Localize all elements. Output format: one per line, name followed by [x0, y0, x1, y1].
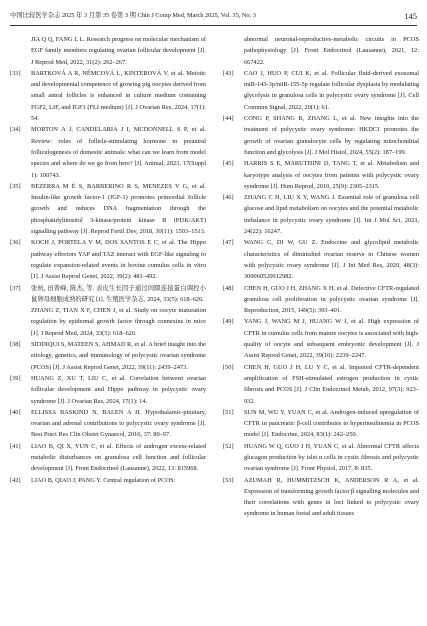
- reference-number: [47]: [223, 239, 234, 247]
- reference-text: ELLISSA BASKIND N, BALEN A H. Hypothalamic-pituitary, ovarian and adrenal contributions to polycystic ovary syndrome [J]. Best Pract Res Clin Obstet Gynaecol, 2016, 37: 80–97.: [31, 408, 206, 439]
- reference-number: [46]: [223, 194, 234, 202]
- reference-number: [36]: [10, 239, 21, 247]
- reference-entry: [10, 124, 206, 180]
- reference-entry: [10, 339, 206, 373]
- reference-entry: [10, 68, 206, 124]
- reference-number: [40]: [10, 408, 21, 416]
- reference-entry: [223, 68, 419, 113]
- reference-text: CHEN H, GUO J H, ZHANG X H, et al. Defective CFTR-regulated granulosa cell proliferation in polycystic ovarian syndrome [J]. Reproduction, 2015, 149(5): 393–401.: [244, 284, 419, 315]
- reference-entry: [223, 34, 419, 68]
- reference-text: ZHANG C H, LIU X Y, WANG J. Essential role of granulosa cell glucose and lipid metabolism on oocytes and the potential metabolic imbalance in polycystic ovary syndrome [J]. Int J Mol Sci, 2023, 24(22): 16247.: [244, 194, 419, 236]
- reference-number: [44]: [223, 115, 234, 123]
- reference-number: [41]: [10, 442, 21, 450]
- reference-entry: [10, 34, 206, 68]
- reference-number: [53]: [223, 476, 234, 484]
- reference-number: [48]: [223, 284, 234, 292]
- reference-entry: [10, 181, 206, 237]
- reference-entry: [10, 441, 206, 475]
- reference-text: HUANG W Q, GUO J H, YUAN C, et al. Abnormal CFTR affects glucagon production by islet α cells in cystic fibrosis and polycystic ovarian syndrome [J]. Front Physiol, 2017, 8: 835.: [244, 442, 419, 473]
- reference-text: WANG C, DI W, GU Z. Endocrine and glycolipid metabolic characteristics of diminished ovarian reserve in Chinese women with polycystic ovary syndrome [J]. J Int Med Res, 2020, 48(3): 300060520912982.: [244, 239, 419, 281]
- reference-text: MORTON A J, CANDELARIA J I, MCDONNELL S P, et al. Review: roles of follicle-stimulating hormone in preantral folliculogenesis of domestic animals: what can we learn from model species and where do we go from here? [J]. Animal, 2023, 17(Suppl 1): 100743.: [31, 126, 206, 179]
- reference-text: AZUMAH R, HUMMITZSCH K, ANDERSON R A, et al. Expression of transforming growth factor β signalling molecules and their correlations with genes in loci linked to polycystic ovary syndrome in human foetal and adult tissues: [244, 476, 419, 518]
- reference-text: HUANG Z, XU T, LIU C, et al. Correlation between ovarian follicular development and Hippo pathway in polycystic ovary syndrome [J]. J Ovarian Res, 2024, 17(1): 14.: [31, 374, 206, 405]
- reference-text: ZHANG Z, TIAN X F, CHEN J, et al. Study on oocyte maturation regulation by epidermal growth factor through connexins in mice [J]. J Reprod Med, 2024, 33(5): 618–626.: [31, 307, 206, 337]
- reference-number: [42]: [10, 476, 21, 484]
- reference-entry: [223, 475, 419, 520]
- reference-entry: [10, 283, 206, 306]
- reference-number: [38]: [10, 341, 21, 349]
- reference-text: 张杭, 田菁峰, 陈杰, 等. 表皮生长因子通过间隙连接蛋白调控小鼠卵母细胞成熟的研究 [J]. 生殖医学杂志, 2024, 33(5): 618–626.: [31, 284, 206, 303]
- reference-number: [50]: [223, 363, 234, 371]
- reference-number: [43]: [223, 69, 234, 77]
- reference-number: [52]: [223, 442, 234, 450]
- reference-entry: [10, 305, 206, 339]
- reference-entry: [10, 373, 206, 407]
- reference-text: CAO J, HUO P, CUI K, et al. Follicular fluid-derived exosomal miR-143-3p/miR-155-5p regulate follicular dysplasia by modulating glycolysis in granulosa cells in polycystic ovary syndrome [J]. Cell Commun Signal, 2022, 20(1): 61.: [244, 69, 419, 111]
- reference-number: [51]: [223, 408, 234, 416]
- reference-entry: [10, 407, 206, 441]
- reference-text: SUN M, WU Y, YUAN C, et al. Androgen-induced upregulation of CFTR in pancreatic β-cell contributes to hyperinsulinemia in PCOS model [J]. Endocrine, 2024, 83(1): 242–250.: [244, 408, 419, 439]
- reference-text: BEZERRA M É S, BARBERINO R S, MENEZES V G, et al. Insulin-like growth factor-1 (IGF-1) promotes primordial follicle growth and reduces DNA fragmentation through the phosphatidylinositol 3-kinase/protein kinase B (PI3K/AKT) signalling pathway [J]. Reprod Fertil Dev, 2018, 30(11): 1503–1513.: [31, 182, 206, 236]
- reference-entry: [223, 158, 419, 192]
- reference-entry: [223, 316, 419, 361]
- reference-text: abnormal neuronal-reproductive-metabolic circuits in PCOS pathophysiology [J]. Front Endocrinol (Lausanne), 2021, 12: 667422.: [244, 36, 419, 66]
- reference-text: LIAO B, QIAO J, PANG Y. Central regulation of PCOS:: [31, 476, 176, 484]
- reference-entry: [223, 113, 419, 158]
- reference-column-right: [223, 34, 419, 520]
- reference-number: [37]: [10, 284, 21, 292]
- reference-text: SIDDIQUI S, MATEEN S, AHMAD R, et al. A brief insight into the etiology, genetics, and immunology of polycystic ovarian syndrome (PCOS) [J]. J Assist Reprod Genet, 2022, 39(11): 2439–2473.: [31, 341, 206, 371]
- reference-text: CONG P, SHANG B, ZHANG L, et al. New insights into the treatment of polycystic ovary syndrome: HKDC1 promotes the growth of ovarian granulocyte cells by regulating mitochondrial function and glycolysis [J]. J Mol Histol, 2024, 55(2): 187–199.: [244, 115, 419, 156]
- reference-text: LIAO B, QI X, YUN C, et al. Effects of androgen excess-related metabolic disturbances on granulosa cell function and follicular development [J]. Front Endocrinol (Lausanne), 2022, 13: 815968.: [31, 442, 206, 473]
- reference-entry: [10, 237, 206, 282]
- reference-entry: [223, 283, 419, 317]
- reference-text: JIA Q Q, FANG L L. Research progress on molecular mechanism of EGF family members regulating ovarian follicular development [J]. J Reprod Med, 2022, 31(2): 262–267.: [31, 36, 206, 66]
- reference-number: [33]: [10, 69, 21, 77]
- reference-number: [39]: [10, 374, 21, 382]
- reference-text: CHEN H, GUO J H, LU Y C, et al. Impaired CFTR-dependent amplification of FSH-stimulated estrogen production in cystic fibrosis and PCOS [J]. J Clin Endocrinol Metab, 2012, 97(3): 923–932.: [244, 363, 419, 405]
- reference-number: [34]: [10, 126, 21, 134]
- reference-text: KOCH J, PORTELA V M, DOS SANTOS E C, et al. The Hippo pathway effectors YAP and TAZ interact with EGF-like signaling to regulate expansion-related events in bovine cumulus cells in vitro [J]. J Assist Reprod Genet, 2022, 39(2): 481–492.: [31, 239, 206, 281]
- reference-entry: [223, 237, 419, 282]
- reference-text: YANG J, WANG M J, HUANG W J, et al. High expression of CFTR in cumulus cells from mature oocytes is associated with high-quality of oocyte and subsequent embryonic development [J]. J Assist Reprod Genet, 2022, 39(10): 2239–2247.: [244, 318, 419, 360]
- reference-entry: [223, 362, 419, 407]
- running-header: [10, 9, 417, 23]
- reference-entry: [223, 192, 419, 237]
- reference-entry: [10, 475, 206, 486]
- page-number: 145: [404, 11, 417, 21]
- reference-number: [45]: [223, 160, 234, 168]
- header-rule: [10, 25, 417, 26]
- reference-text: BARTKOVÁ A R, NĚMCOVÁ L, KINTEROVÁ V, et al. Meiotic and developmental competence of growing pig oocytes derived from small antral follicles is enhanced in culture medium containing FGF2, LIF, and IGF1 (FLI medium) [J]. J Ovarian Res, 2024, 17(1): 54.: [31, 69, 206, 123]
- journal-citation-header: 中国比较医学杂志 2025 年 3 月第 35 卷第 3 期 Chin J Comp Med, March 2025, Vol. 35, No. 3: [10, 12, 256, 19]
- reference-number: [49]: [223, 318, 234, 326]
- reference-column-left: [10, 34, 206, 486]
- reference-number: [35]: [10, 182, 21, 190]
- reference-text: HARRIS S E, MARUTHINI D, TANG T, et al. Metabolism and karyotype analysis of oocytes from patients with polycystic ovary syndrome [J]. Hum Reprod, 2010, 25(9): 2305–2315.: [244, 160, 419, 190]
- reference-entry: [223, 407, 419, 441]
- reference-entry: [223, 441, 419, 475]
